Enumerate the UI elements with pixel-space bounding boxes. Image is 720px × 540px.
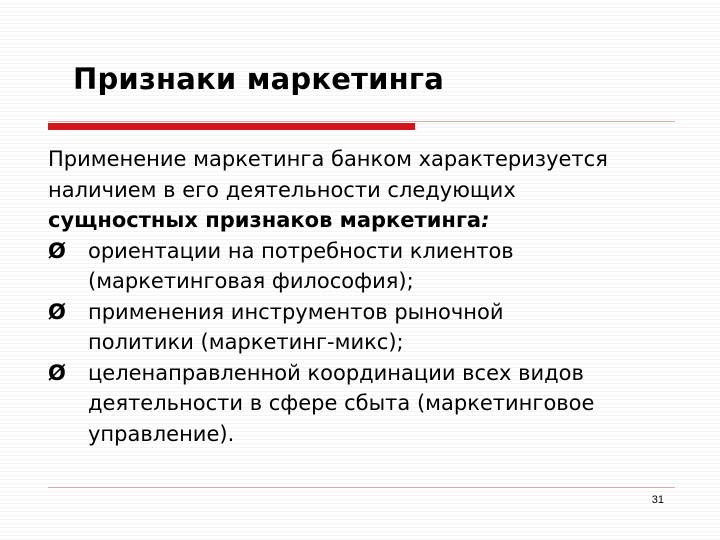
page-number: 31 xyxy=(651,494,664,506)
bullet-item-needs xyxy=(48,236,698,297)
intro-bold-text: сущностных признаков маркетинга xyxy=(48,208,482,232)
bullet-text-line: применения инструментов рыночной xyxy=(88,299,504,324)
intro-line-2: наличием в его деятельности следующих xyxy=(48,177,516,202)
bullet-text-line: управление). xyxy=(88,421,235,446)
bullet-list xyxy=(48,236,698,450)
slide-body xyxy=(48,144,698,449)
bullet-text-line: целенаправленной координации всех видов xyxy=(88,360,584,385)
bullet-item-tools xyxy=(48,297,698,358)
bullet-text-line: деятельности в сфере сбыта (маркетинговое xyxy=(88,391,595,415)
arrow-bullet-icon: Ø xyxy=(48,360,66,385)
intro-line-1: Применение маркетинга банком характеризуется xyxy=(48,147,608,171)
bullet-item-coordination xyxy=(48,358,698,450)
title-divider-thin xyxy=(48,121,675,122)
arrow-bullet-icon: Ø xyxy=(48,238,66,263)
title-divider-accent xyxy=(48,123,415,130)
footer-divider xyxy=(48,487,675,488)
arrow-bullet-icon: Ø xyxy=(48,299,66,324)
intro-line-3-bold xyxy=(48,205,698,236)
bullet-text-line: политики (маркетинг-микс); xyxy=(88,330,404,354)
bullet-text-line: (маркетинговая философия); xyxy=(88,269,414,293)
slide-title: Признаки маркетинга xyxy=(73,62,444,96)
intro-colon: : xyxy=(481,208,490,232)
bullet-text-line: ориентации на потребности клиентов xyxy=(88,238,514,263)
